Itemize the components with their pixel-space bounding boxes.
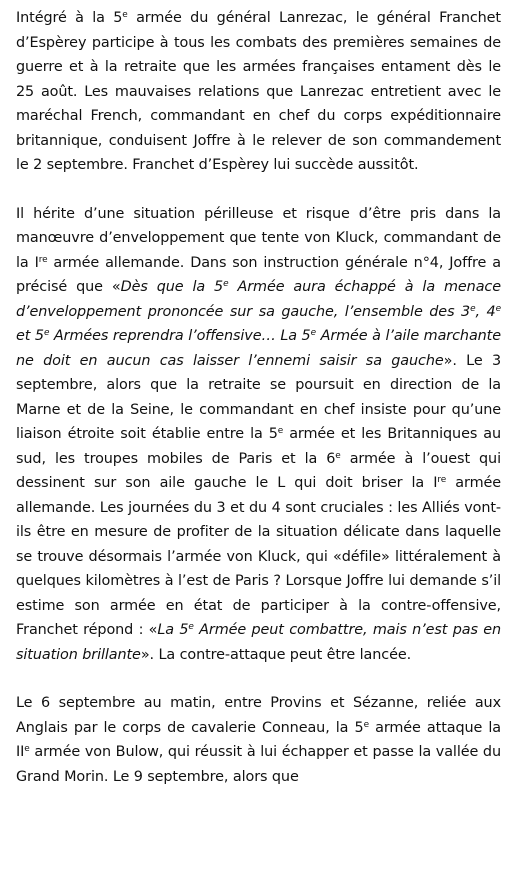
superscript-ordinal: e	[495, 303, 501, 314]
italic-quote-text: La 5	[157, 622, 189, 638]
superscript-ordinal: e	[335, 450, 341, 461]
paragraph-1	[16, 6, 501, 178]
superscript-ordinal: re	[437, 475, 447, 486]
superscript-ordinal: e	[24, 744, 30, 755]
superscript-ordinal: e	[470, 303, 476, 314]
italic-quote-text: Dès que la 5	[120, 279, 224, 295]
superscript-ordinal: e	[363, 719, 369, 730]
text-run: armée allemande. Dans son instruction générale n°4, Joffre a précisé que «	[16, 254, 501, 295]
italic-quote-text: Armée peut combattre, mais n’est pas en situation brillante	[16, 622, 501, 663]
italic-quote-text: , 4	[475, 303, 496, 320]
paragraph-3	[16, 691, 501, 789]
text-run: ». La contre-attaque peut être lancée.	[140, 646, 412, 663]
text-run: armée allemande. Les journées du 3 et du 4 sont cruciales : les Alliés vont-ils être en mesure de profiter de la situation délicate dans laquelle se trouve désormais l’armée von Kluck, qui «défile» littéralement à quelques kilomètres à l’est de Paris ? Lorsque Joffre lui demande s’il estime son armée en état de participer à la contre-offensive, Franchet répond : «	[16, 475, 502, 638]
text-run: Il hérite d’une situation périlleuse et risque d’être pris dans la manœuvre d’enveloppement que tente von Kluck, commandant de la I	[16, 205, 501, 271]
superscript-ordinal: e	[223, 279, 229, 290]
italic-quote-text: Armée aura échappé à la menace d’enveloppement prononcée sur sa gauche, l’ensemble des 3	[16, 279, 501, 320]
text-run: armée von Bulow, qui réussit à lui échapper et passe la vallée du Grand Morin. Le 9 septembre, alors que	[16, 744, 501, 785]
superscript-ordinal: e	[188, 622, 194, 633]
superscript-ordinal: e	[310, 328, 316, 339]
paragraph-2	[16, 202, 501, 668]
superscript-ordinal: re	[38, 254, 48, 265]
text-run: Intégré à la 5	[16, 10, 123, 26]
text-run: armée à l’ouest qui dessinent sur son aile gauche le L qui doit briser la I	[16, 450, 501, 491]
superscript-ordinal: e	[277, 426, 284, 437]
italic-quote-text: Armée à l’aile marchante ne doit en aucun cas laisser l’ennemi saisir sa gauche	[16, 328, 501, 369]
italic-quote-text: Armées reprendra l’offensive… La 5	[49, 328, 311, 344]
superscript-ordinal: e	[43, 328, 50, 339]
text-run: armée du général Lanrezac, le général Franchet d’Espèrey participe à tous les combats des premières semaines de guerre et à la retraite que les armées françaises entament dès le 25 août. Les mauvaises relations que Lanrezac entretient avec le maréchal French, commandant en chef du corps expéditionnaire britannique, conduisent Joffre à le relever de son commandement le 2 septembre. Franchet d’Espèrey lui succède aussitôt.	[16, 10, 501, 173]
italic-quote-text: et 5	[16, 328, 44, 344]
text-run: Le 6 septembre au matin, entre Provins et Sézanne, reliée aux Anglais par le corps de cavalerie Conneau, la 5	[16, 695, 501, 736]
text-run: ». Le 3 septembre, alors que la retraite se poursuit en direction de la Marne et de la Seine, le commandant en chef insiste pour qu’une liaison étroite soit établie entre la 5	[16, 352, 501, 442]
superscript-ordinal: e	[122, 10, 128, 21]
text-run: armée attaque la II	[16, 719, 502, 760]
text-run: armée et les Britanniques au sud, les troupes mobiles de Paris et la 6	[16, 426, 501, 467]
